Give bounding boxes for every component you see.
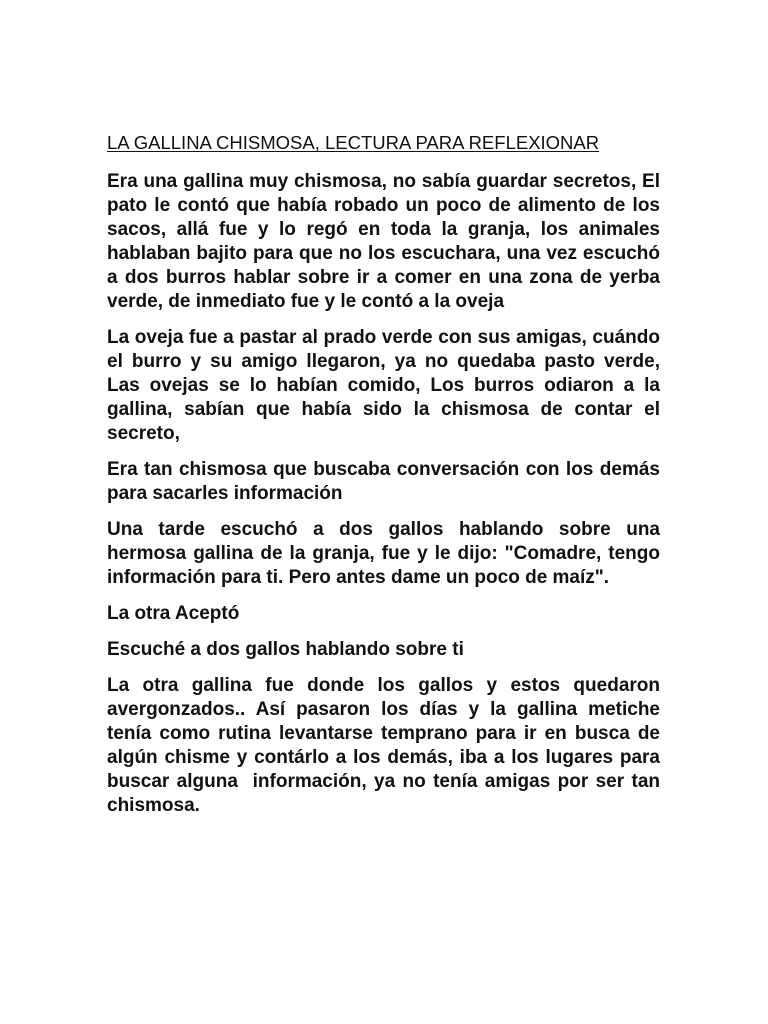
paragraph-4: Una tarde escuchó a dos gallos hablando sobre una hermosa gallina de la granja, fue y le dijo: "Comadre, tengo información para ti. Pero antes dame un poco de maíz". <box>107 519 666 588</box>
document-title: LA GALLINA CHISMOSA, LECTURA PARA REFLEXIONAR <box>107 132 600 153</box>
paragraph-5: La otra Aceptó <box>107 603 240 624</box>
paragraph-7: La otra gallina fue donde los gallos y estos quedaron avergonzados.. Así pasaron los días y la gallina metiche tenía como rutina levantarse temprano para ir en busca de algún chisme y contárlo a los demás, iba a los lugares para buscar alguna información, ya no tenía amigas por ser tan chismosa. <box>107 675 666 816</box>
document-page <box>107 130 666 830</box>
paragraph-3: Era tan chismosa que buscaba conversación con los demás para sacarles información <box>107 459 666 504</box>
paragraph-1: Era una gallina muy chismosa, no sabía guardar secretos, El pato le contó que había robado un poco de alimento de los sacos, allá fue y lo regó en toda la granja, los animales hablaban bajito para que no los escuchara, una vez escuchó a dos burros hablar sobre ir a comer en una zona de yerba verde, de inmediato fue y le contó a la oveja <box>107 171 666 312</box>
paragraph-2: La oveja fue a pastar al prado verde con sus amigas, cuándo el burro y su amigo llegaron, ya no quedaba pasto verde, Las ovejas se lo habían comido, Los burros odiaron a la gallina, sabían que había sido la chismosa de contar el secreto, <box>107 327 666 444</box>
paragraph-6: Escuché a dos gallos hablando sobre ti <box>107 639 464 660</box>
